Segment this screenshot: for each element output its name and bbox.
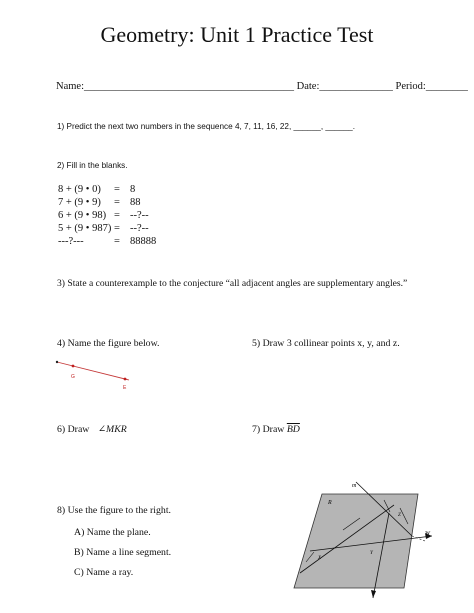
sequence-equals: = (114, 210, 120, 221)
sequence-equals: = (114, 184, 120, 195)
question-8c: C) Name a ray. (74, 567, 134, 578)
question-8: 8) Use the figure to the right. (57, 505, 171, 516)
date-field-label: Date:______________ (296, 81, 393, 92)
sequence-equals: = (114, 197, 120, 208)
sequence-lhs: 5 + (9 • 987) (58, 223, 112, 234)
label-m: m (352, 483, 357, 489)
sequence-rhs: 88 (130, 197, 141, 208)
point-e-label: E (123, 385, 127, 391)
question-4: 4) Name the figure below. (57, 338, 160, 349)
angle-name: MKR (106, 424, 127, 435)
label-z: Z (398, 513, 401, 518)
label-w: W (425, 531, 430, 537)
sequence-equals: = (114, 223, 120, 234)
question-8a: A) Name the plane. (74, 527, 151, 538)
sequence-lhs: ---?--- (58, 236, 84, 247)
sequence-rhs: --?-- (130, 210, 149, 221)
label-y: Y (370, 551, 373, 556)
angle-symbol: ∠ (97, 424, 107, 435)
sequence-lhs: 7 + (9 • 9) (58, 197, 101, 208)
question-7-text: 7) Draw (252, 424, 287, 435)
point-g-label: G (71, 374, 75, 380)
question-3: 3) State a counterexample to the conjecture “all adjacent angles are supplementary angles.” (57, 278, 408, 289)
sequence-rhs: 8 (130, 184, 136, 195)
plane-r (294, 494, 418, 588)
sequence-rhs: --?-- (130, 223, 149, 234)
sequence-rhs: 88888 (130, 236, 157, 247)
question-2: 2) Fill in the blanks. (57, 161, 128, 170)
label-x: X (318, 556, 322, 561)
question-5: 5) Draw 3 collinear points x, y, and z. (252, 338, 400, 349)
question-8b: B) Name a line segment. (74, 547, 172, 558)
sequence-lhs: 8 + (9 • 0) (58, 184, 101, 195)
question-1: 1) Predict the next two numbers in the sequence 4, 7, 11, 16, 22, ______, ______. (57, 122, 355, 131)
vertical-line-arrowhead (371, 590, 376, 598)
question-6-text: 6) Draw (57, 424, 92, 435)
period-field-label: Period:________ (395, 81, 468, 92)
sequence-equals: = (114, 236, 120, 247)
name-field-label: Name:________________________________________ (56, 81, 294, 92)
sequence-lhs: 6 + (9 • 98) (58, 210, 107, 221)
segment-bd: $\overline{BD}$ (286, 424, 300, 435)
page-title: Geometry: Unit 1 Practice Test (100, 22, 374, 47)
label-r: R (328, 500, 332, 506)
